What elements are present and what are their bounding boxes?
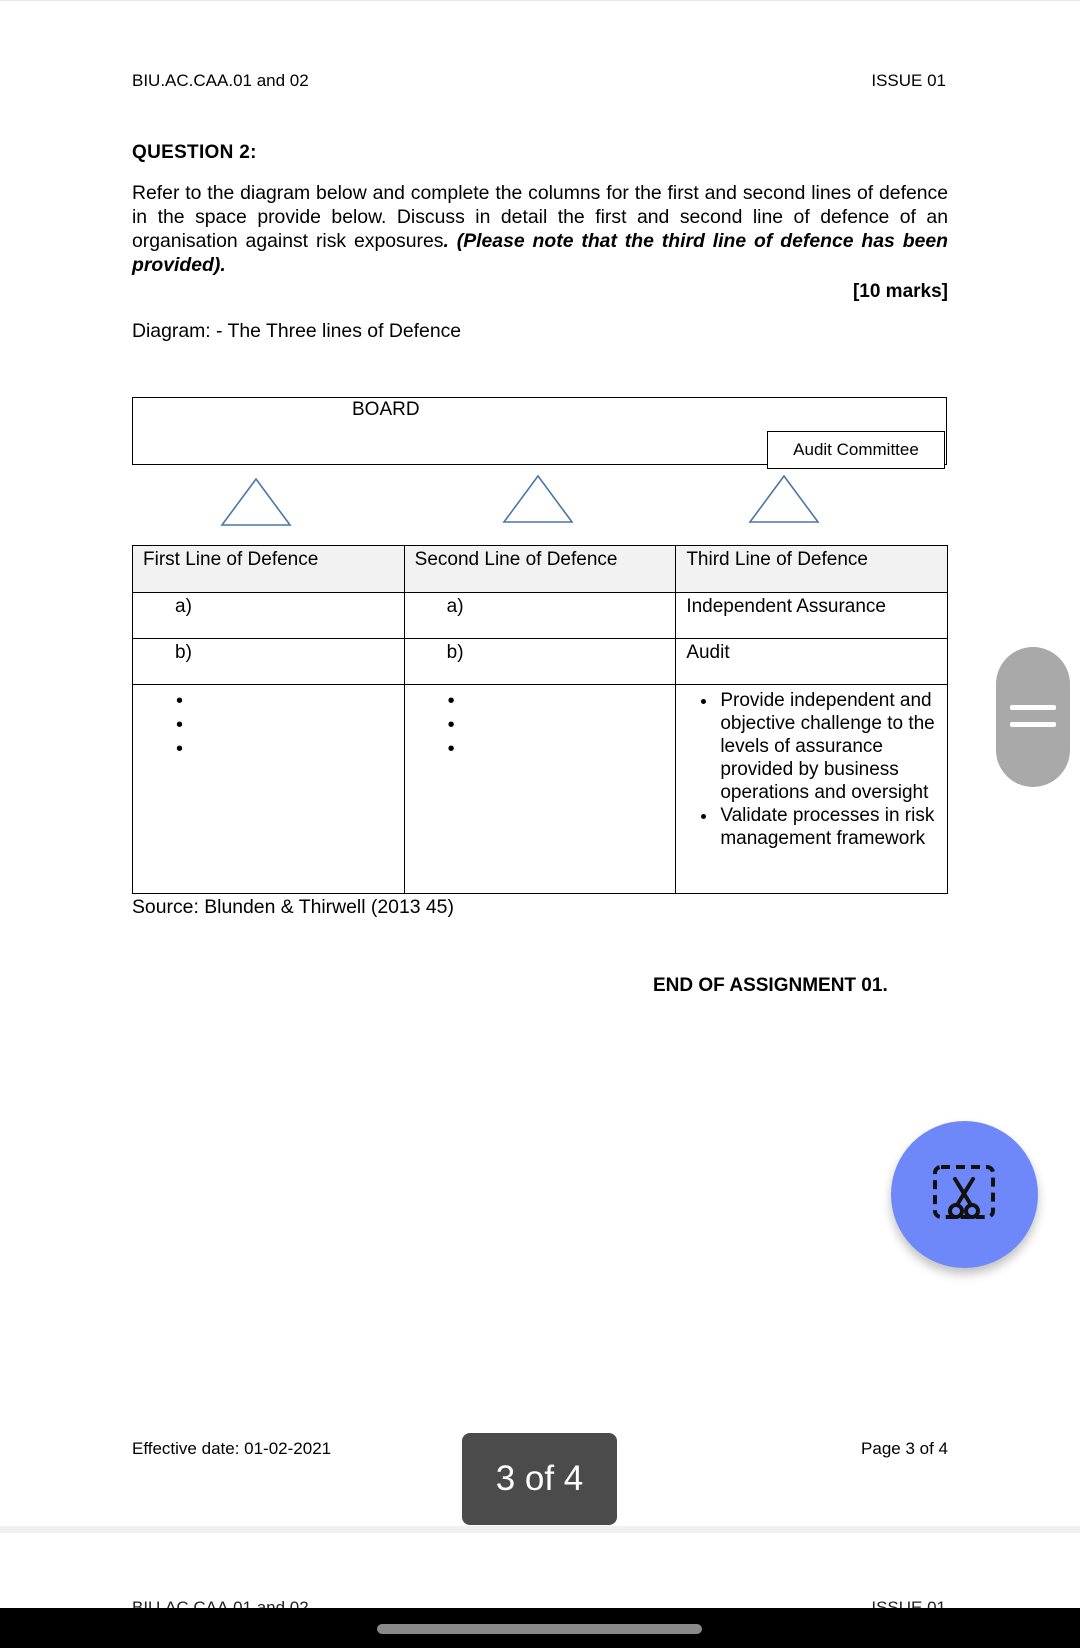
header-issue: ISSUE 01 [871, 71, 946, 90]
screenshot-scissors-icon [931, 1161, 998, 1228]
table-cell [676, 685, 948, 894]
board-label: BOARD [352, 399, 420, 420]
table-row [133, 639, 948, 685]
home-indicator[interactable] [377, 1624, 702, 1634]
table-cell: Audit [676, 639, 948, 685]
lines-of-defence-table [132, 545, 948, 894]
arrow-up-triangle-icon [748, 473, 820, 525]
table-cell [133, 685, 405, 894]
page-number: Page 3 of 4 [861, 1439, 948, 1458]
table-cell: a) [404, 593, 676, 639]
arrow-up-triangle-icon [220, 476, 292, 528]
header-second-line: Second Line of Defence [404, 546, 676, 593]
scroll-handle[interactable] [996, 647, 1070, 787]
screenshot-button[interactable] [891, 1121, 1038, 1268]
table-row [133, 685, 948, 894]
list-item: • Validate processes in risk management framework [718, 804, 939, 850]
table-cell [404, 685, 676, 894]
question-title: QUESTION 2: [132, 142, 257, 163]
header-third-line: Third Line of Defence [676, 546, 948, 593]
header-first-line: First Line of Defence [133, 546, 405, 593]
grip-line-icon [1010, 705, 1056, 710]
grip-line-icon [1010, 722, 1056, 727]
table-cell: Independent Assurance [676, 593, 948, 639]
table-cell: b) [404, 639, 676, 685]
header-doc-code: BIU.AC.CAA.01 and 02 [132, 71, 309, 90]
audit-committee-box: Audit Committee [767, 431, 945, 469]
marks-label: [10 marks] [852, 281, 948, 302]
page-indicator: 3 of 4 [462, 1433, 617, 1525]
empty-bullets: • • • [176, 690, 184, 760]
end-of-assignment: END OF ASSIGNMENT 01. [653, 975, 888, 996]
question-instructions [132, 181, 948, 277]
table-cell: a) [133, 593, 405, 639]
table-cell: b) [133, 639, 405, 685]
arrow-up-triangle-icon [502, 473, 574, 525]
instructions-text: Refer to the diagram below and complete the columns for the first and second lines of defence in the space provide below. Discuss in detail the first and second line of defence of an organisation against risk exposures [132, 182, 948, 252]
empty-bullets: • • • [447, 690, 455, 760]
table-header-row [133, 546, 948, 593]
instructions-note: . (Please note that the third line of defence has been provided). [132, 230, 948, 276]
third-line-bullets [676, 689, 947, 850]
list-item: • Provide independent and objective challenge to the levels of assurance provided by business operations and oversight [718, 689, 939, 804]
effective-date: Effective date: 01-02-2021 [132, 1439, 332, 1458]
source-citation: Source: Blunden & Thirwell (2013 45) [132, 896, 454, 918]
table-row [133, 593, 948, 639]
diagram-title: Diagram: - The Three lines of Defence [132, 320, 462, 342]
